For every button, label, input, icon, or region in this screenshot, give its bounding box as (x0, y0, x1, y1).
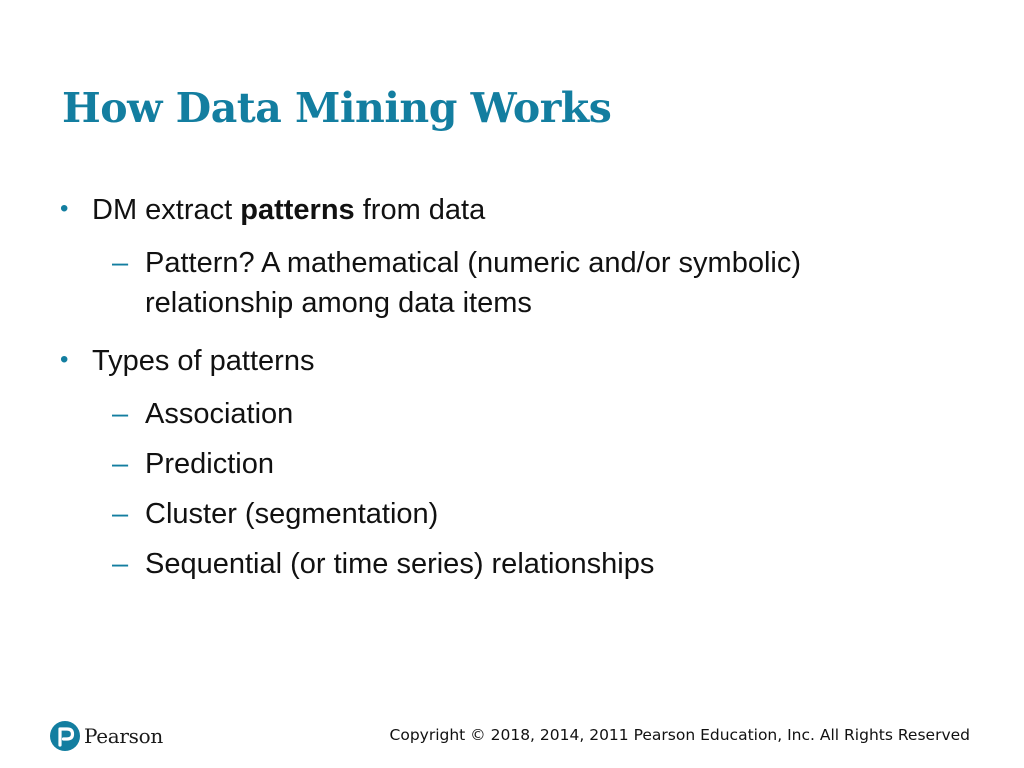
copyright-text: Copyright © 2018, 2014, 2011 Pearson Education, Inc. All Rights Reserved (389, 726, 970, 744)
bullet-item (58, 345, 314, 378)
dash-icon: – (112, 548, 129, 580)
pearson-logo (50, 718, 163, 754)
bullet-text-prefix: DM extract (92, 194, 241, 226)
sub-bullet-text-line2: relationship among data items (145, 287, 532, 319)
sub-bullet-item (112, 444, 274, 484)
bullet-item (58, 194, 485, 227)
sub-bullet-item (112, 544, 654, 584)
sub-bullet-item (112, 394, 293, 434)
sub-bullet-text: Prediction (145, 448, 274, 480)
sub-bullet-item (112, 243, 801, 323)
bullet-icon: • (60, 195, 69, 222)
dash-icon: – (112, 398, 129, 430)
sub-bullet-text: Association (145, 398, 294, 430)
dash-icon: – (112, 498, 129, 530)
sub-bullet-item (112, 494, 438, 534)
bullet-text-suffix: from data (354, 194, 486, 226)
sub-bullet-text: Sequential (or time series) relationships (145, 548, 655, 580)
sub-bullet-text: Cluster (segmentation) (145, 498, 439, 530)
dash-icon: – (112, 247, 129, 279)
pearson-p-icon (50, 721, 80, 751)
bullet-text-bold: patterns (240, 194, 355, 226)
dash-icon: – (112, 448, 129, 480)
bullet-icon: • (60, 346, 69, 373)
slide-title: How Data Mining Works (62, 84, 612, 132)
bullet-text: Types of patterns (92, 345, 315, 377)
logo-wordmark: Pearson (84, 724, 163, 748)
sub-bullet-text-line1: Pattern? A mathematical (numeric and/or symbolic) (145, 247, 801, 279)
